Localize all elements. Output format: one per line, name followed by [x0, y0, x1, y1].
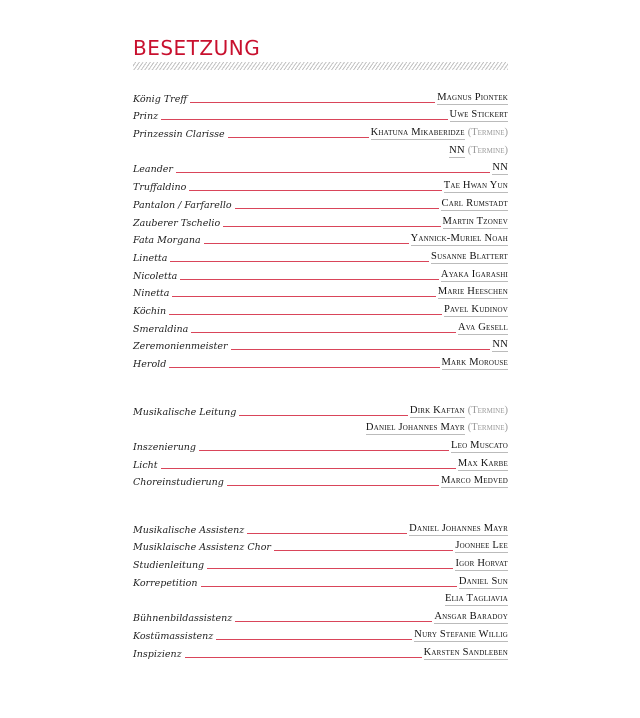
leader-line: [180, 279, 439, 280]
person-name: Mark Morouse: [441, 357, 508, 368]
credit-row: [133, 553, 508, 571]
person-name: Yannick-Muriel Noah: [410, 233, 508, 245]
credit-row: [133, 105, 508, 123]
schedule-note: (Termine): [467, 144, 508, 156]
person-name: Daniel Johannes Mayr: [409, 522, 508, 534]
leader-line: [204, 243, 409, 244]
credit-row: [133, 140, 508, 158]
credit-row: [133, 211, 508, 229]
role-label: Herold: [133, 359, 167, 370]
schedule-note: (Termine): [467, 422, 508, 434]
role-label: König Treff: [133, 93, 188, 105]
person-name: Ansgar Baradoy: [434, 611, 508, 623]
leader-line: [161, 119, 447, 120]
role-label: Köchin: [133, 305, 167, 317]
credit-row: [133, 435, 508, 453]
person-name: Leo Muscato: [450, 440, 508, 452]
credit-row: [133, 418, 508, 436]
role-label: Smeraldina: [133, 323, 189, 335]
person-name: Khatuna Mikaberidze: [370, 127, 465, 139]
leader-line: [235, 208, 440, 209]
role-label: Fata Morgana: [133, 235, 201, 247]
credit-row: [133, 122, 508, 140]
credit-row: [133, 246, 508, 264]
person-name: Ayaka Igarashi: [440, 268, 508, 280]
credit-row: [133, 571, 508, 589]
credit-row: [133, 624, 508, 642]
leader-line: [235, 621, 432, 622]
person-name: Marco Medved: [441, 475, 508, 487]
leader-line: [185, 657, 422, 658]
credit-row: [133, 589, 508, 607]
person-name: Carl Rumstadt: [441, 197, 508, 209]
person-name: Marie Heeschen: [437, 286, 508, 298]
leader-line: [274, 550, 453, 551]
role-label: Studienleitung: [133, 560, 205, 572]
role-label: Inszenierung: [133, 442, 197, 454]
leader-line: [191, 332, 456, 333]
role-label: Musikalische Assistenz: [133, 524, 245, 536]
person-name: Uwe Stickert: [449, 109, 508, 121]
leader-line: [228, 137, 369, 138]
credit-row: [133, 229, 508, 247]
role-label: Zauberer Tschelio: [133, 217, 221, 229]
hatched-divider: [133, 62, 508, 70]
person-name: Pavel Kudinov: [443, 303, 508, 315]
person-name: Joonhee Lee: [455, 540, 508, 552]
person-name: Magnus Piontek: [437, 91, 508, 103]
person-name: Tae Hwan Yun: [443, 180, 508, 192]
leader-line: [176, 172, 490, 173]
credit-row: [133, 335, 508, 353]
person-name: Daniel Sun: [458, 575, 508, 587]
person-name: NN: [449, 144, 465, 156]
credit-row: [133, 175, 508, 193]
credit-row: [133, 299, 508, 317]
role-label: Korrepetition: [133, 577, 198, 589]
page-title: BESETZUNG: [133, 36, 261, 60]
leader-line: [161, 468, 456, 469]
person-name: Igor Horvat: [455, 558, 508, 570]
credit-row: [133, 317, 508, 335]
leader-line: [239, 415, 408, 416]
person-name: Susanne Blattert: [431, 250, 508, 262]
role-label: Truffaldino: [133, 182, 187, 194]
person-name: Nury Stefanie Willig: [414, 628, 508, 640]
leader-line: [189, 190, 441, 191]
leader-line: [201, 586, 457, 587]
role-label: Linetta: [133, 252, 168, 264]
role-label: Bühnenbildassistenz: [133, 613, 233, 625]
leader-line: [169, 367, 439, 368]
role-label: Musikalische Leitung: [133, 406, 237, 418]
leader-line: [247, 533, 407, 534]
credit-row: [133, 606, 508, 624]
role-label: Ninetta: [133, 288, 170, 300]
credit-row: [133, 536, 508, 554]
leader-line: [169, 314, 442, 315]
person-name: Daniel Johannes Mayr: [365, 422, 465, 434]
credit-row: [133, 642, 508, 660]
leader-line: [223, 226, 440, 227]
person-name: Martin Tzonev: [442, 215, 508, 227]
role-label: Inspizienz: [133, 648, 182, 660]
credit-row: [133, 518, 508, 536]
credit-row: [133, 352, 508, 370]
assistants-section: [133, 518, 508, 660]
person-name: Karsten Sandleben: [423, 646, 508, 658]
role-label: Nicoletta: [133, 270, 178, 282]
role-label: Licht: [133, 459, 158, 471]
person-name: NN: [492, 162, 508, 174]
role-label: Pantalon / Farfarello: [133, 199, 232, 211]
cast-section: [133, 87, 508, 370]
person-name: Max Karbe: [457, 457, 508, 469]
role-label: Kostümassistenz: [133, 630, 214, 642]
credit-row: [133, 282, 508, 300]
role-label: Musiklaische Assistenz Chor: [133, 542, 271, 554]
leader-line: [216, 639, 412, 640]
leader-line: [227, 485, 439, 486]
credit-row: [133, 400, 508, 418]
role-label: Prinz: [133, 111, 159, 123]
leader-line: [199, 450, 449, 451]
person-name: NN: [492, 339, 508, 351]
credit-row: [133, 87, 508, 105]
credit-row: [133, 471, 508, 489]
person-name: Dirk Kaftan: [409, 404, 465, 416]
leader-line: [172, 296, 435, 297]
schedule-note: (Termine): [467, 127, 508, 139]
credit-row: [133, 453, 508, 471]
credit-row: [133, 158, 508, 176]
person-name: Elia Tagliavia: [444, 593, 508, 605]
credit-row: [133, 264, 508, 282]
role-label: Prinzessin Clarisse: [133, 129, 225, 141]
role-label: Zeremonienmeister: [133, 341, 228, 353]
leader-line: [190, 102, 435, 103]
role-label: Leander: [133, 164, 173, 176]
role-label: Choreinstudierung: [133, 477, 224, 489]
leader-line: [207, 568, 453, 569]
leader-line: [231, 349, 491, 350]
person-name: Ava Gesell: [458, 321, 508, 333]
leader-line: [170, 261, 429, 262]
credit-row: [133, 193, 508, 211]
production-team-section: [133, 400, 508, 488]
schedule-note: (Termine): [467, 404, 508, 416]
